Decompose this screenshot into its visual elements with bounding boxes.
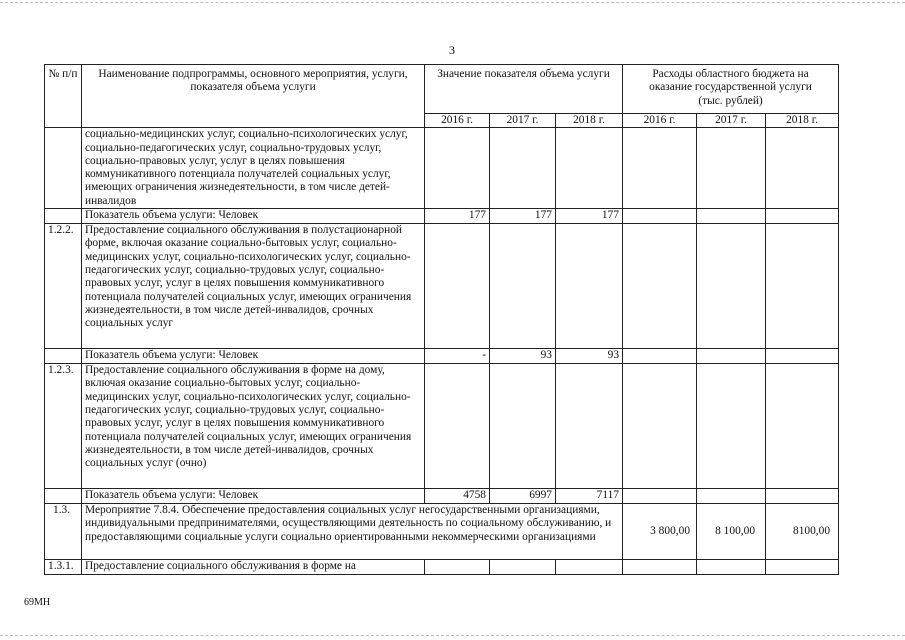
row-name: Мероприятие 7.8.4. Обеспечение предоставления социальных услуг негосударственными организациями, индивидуальными предпринимателями, осуществляющими деятельность по социальному обслуживанию, и предоставляющими социальные услуги социально ориентированными некоммерческими организациями	[82, 504, 623, 560]
cell-value	[623, 349, 697, 364]
row-num: 1.3.	[45, 504, 82, 560]
row-num	[45, 128, 82, 209]
cell-value	[425, 224, 490, 349]
row-name: социально-медицинских услуг, социально-психологических услуг, социально-педагогических услуг, социально-трудовых услуг, социально-правовых услуг, услуг в целях повышения коммуникативного потенциала получателей социальных услуг, имеющих ограничения жизнедеятельности, в том числе детей-инвалидов	[82, 128, 425, 209]
table-row	[45, 504, 839, 560]
cell-budget-2017: 8 100,00	[697, 504, 766, 560]
cell-value	[425, 128, 490, 209]
row-name: Предоставление социального обслуживания в форме на дому, включая оказание социально-бытовых услуг, социально-медицинских услуг, социально-психологических услуг, социально-педагогических услуг, социально-трудовых услуг, социально-правовых услуг, услуг в целях повышения коммуникативного потенциала получателей социальных услуг, имеющих ограничения жизнедеятельности, в том числе детей-инвалидов, срочных социальных услуг (очно)	[82, 364, 425, 489]
cell-value: 7117	[556, 489, 623, 504]
row-name: Показатель объема услуги: Человек	[82, 489, 425, 504]
row-num	[45, 489, 82, 504]
row-num	[45, 209, 82, 224]
row-name: Показатель объема услуги: Человек	[82, 349, 425, 364]
cell-value	[490, 224, 556, 349]
header-budget: Расходы областного бюджета на оказание государственной услуги (тыс. рублей)	[623, 65, 839, 114]
table-row	[45, 209, 839, 224]
cell-value	[697, 209, 766, 224]
cell-value	[556, 364, 623, 489]
cell-value	[766, 224, 839, 349]
document-code: 69МН	[24, 597, 51, 608]
table-row	[45, 364, 839, 489]
cell-value	[766, 349, 839, 364]
page-number: 3	[449, 43, 455, 57]
budget-table	[44, 64, 839, 575]
table-row	[45, 128, 839, 209]
header-num: № п/п	[45, 65, 82, 128]
cell-value: 177	[425, 209, 490, 224]
cell-value	[490, 128, 556, 209]
cell-value: 93	[490, 349, 556, 364]
year-budget-2017: 2017 г.	[697, 114, 766, 128]
row-num	[45, 349, 82, 364]
cell-value	[766, 489, 839, 504]
scan-edge-bottom	[0, 635, 905, 636]
cell-budget-2018: 8100,00	[766, 504, 839, 560]
year-volume-2017: 2017 г.	[490, 114, 556, 128]
cell-value	[697, 349, 766, 364]
cell-value: 4758	[425, 489, 490, 504]
cell-budget-2016: 3 800,00	[623, 504, 697, 560]
cell-value	[623, 128, 697, 209]
header-name: Наименование подпрограммы, основного мероприятия, услуги, показателя объема услуги	[82, 65, 425, 128]
table-row	[45, 489, 839, 504]
row-name: Показатель объема услуги: Человек	[82, 209, 425, 224]
cell-value	[425, 364, 490, 489]
cell-value	[425, 560, 490, 575]
cell-value	[697, 128, 766, 209]
cell-value	[766, 128, 839, 209]
cell-value	[623, 364, 697, 489]
header-row	[45, 65, 839, 114]
row-num: 1.2.3.	[45, 364, 82, 489]
cell-value	[623, 489, 697, 504]
year-budget-2016: 2016 г.	[623, 114, 697, 128]
table-row	[45, 349, 839, 364]
cell-value	[766, 209, 839, 224]
row-num: 1.2.2.	[45, 224, 82, 349]
cell-value	[697, 224, 766, 349]
cell-value	[490, 560, 556, 575]
cell-value	[623, 560, 697, 575]
header-volume: Значение показателя объема услуги	[425, 65, 623, 114]
year-volume-2016: 2016 г.	[425, 114, 490, 128]
row-num: 1.3.1.	[45, 560, 82, 575]
cell-value	[697, 560, 766, 575]
scan-edge-top	[0, 2, 905, 3]
cell-value	[490, 364, 556, 489]
cell-value	[697, 364, 766, 489]
cell-value	[623, 224, 697, 349]
cell-value	[556, 560, 623, 575]
table-row	[45, 560, 839, 575]
cell-value: 93	[556, 349, 623, 364]
cell-value	[766, 560, 839, 575]
cell-value	[556, 224, 623, 349]
row-name: Предоставление социального обслуживания в полустационарной форме, включая оказание социально-бытовых услуг, социально-медицинских услуг, социально-психологических услуг, социально-педагогических услуг, социально-трудовых услуг, социально-правовых услуг, услуг в целях повышения коммуникативного потенциала получателей социальных услуг, имеющих ограничения жизнедеятельности, в том числе детей-инвалидов, срочных социальных услуг	[82, 224, 425, 349]
cell-value: 6997	[490, 489, 556, 504]
year-budget-2018: 2018 г.	[766, 114, 839, 128]
table-row	[45, 224, 839, 349]
cell-value: 177	[490, 209, 556, 224]
cell-value	[697, 489, 766, 504]
year-volume-2018: 2018 г.	[556, 114, 623, 128]
cell-value	[623, 209, 697, 224]
cell-value: -	[425, 349, 490, 364]
row-name: Предоставление социального обслуживания в форме на	[82, 560, 425, 575]
cell-value	[766, 364, 839, 489]
cell-value	[556, 128, 623, 209]
cell-value: 177	[556, 209, 623, 224]
